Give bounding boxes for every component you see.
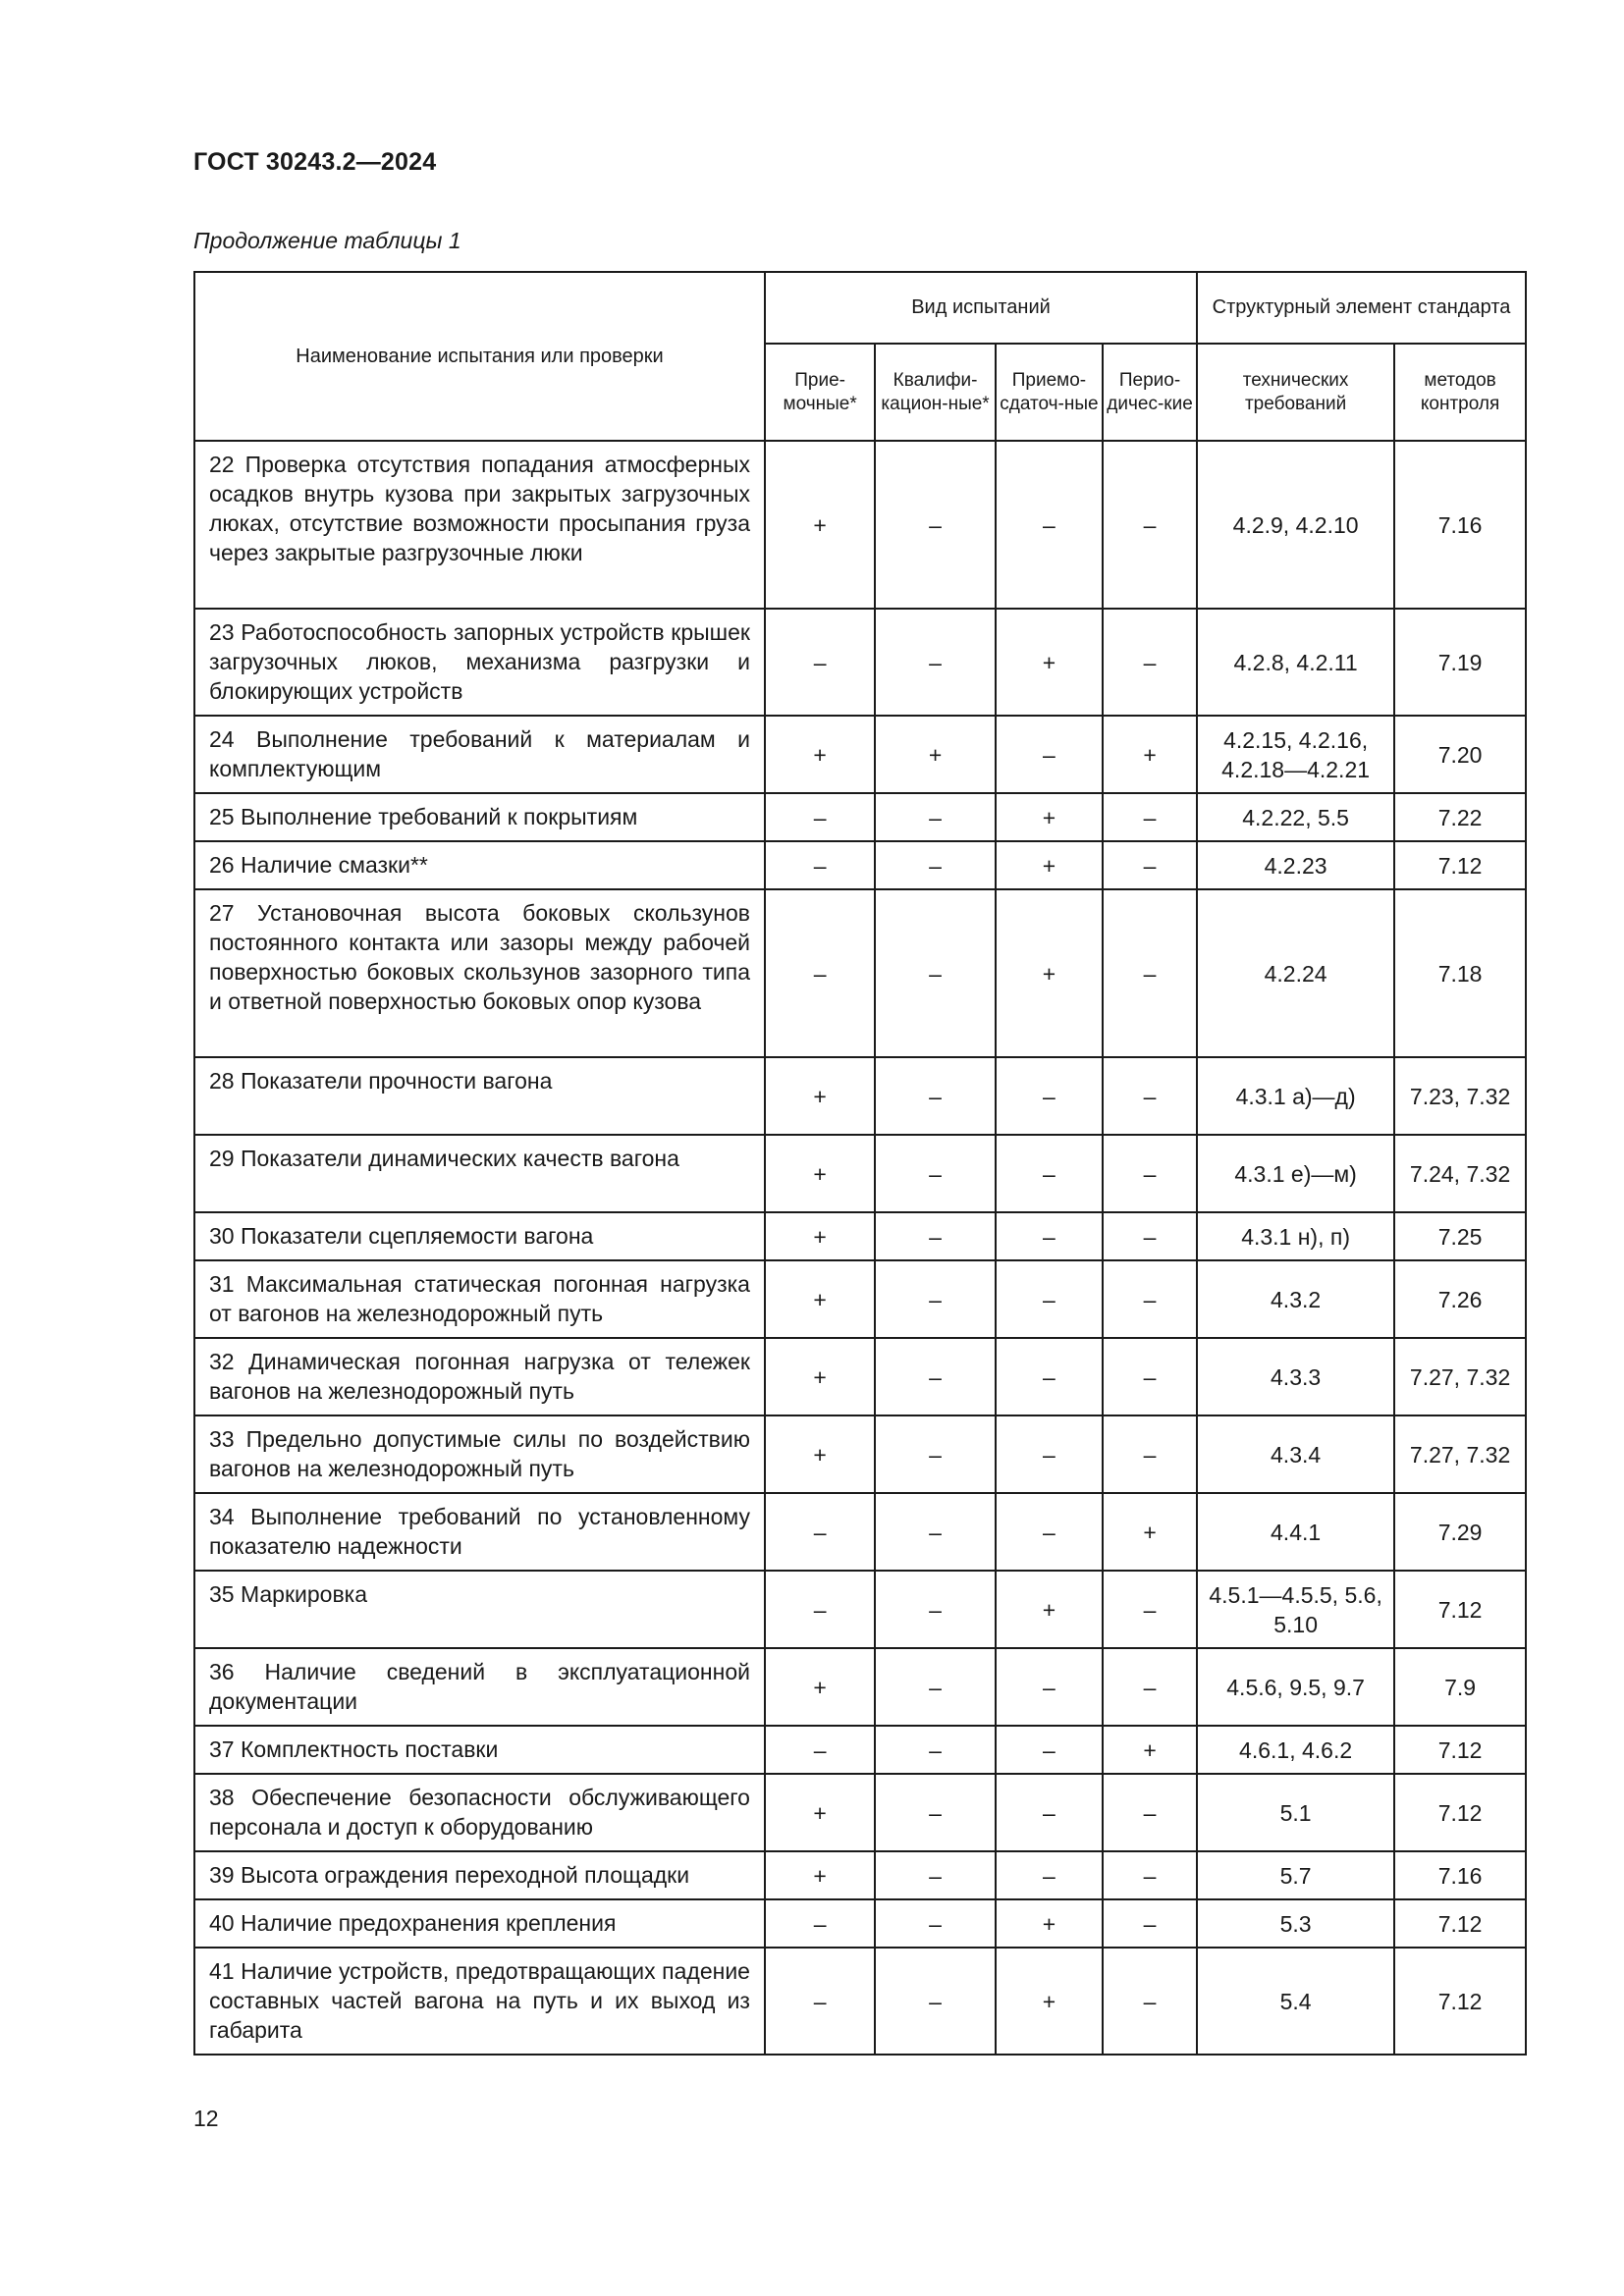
cell-handover: – <box>996 441 1103 609</box>
cell-acceptance: + <box>765 1851 875 1899</box>
cell-periodic: – <box>1103 609 1197 716</box>
cell-control-methods: 7.22 <box>1394 793 1526 841</box>
test-name-text: 24 Выполнение требований к материалам и комплектующим <box>209 726 750 781</box>
cell-qualification: – <box>875 1135 996 1212</box>
test-name-text: 27 Установочная высота боковых скользунов постоянного контакта или зазоры между рабочей поверхностью боковых скользунов зазорного типа и ответной поверхностью боковых опор кузова <box>209 900 750 1014</box>
table-row <box>194 793 1526 841</box>
cell-acceptance: + <box>765 1057 875 1135</box>
cell-control-methods: 7.23, 7.32 <box>1394 1057 1526 1135</box>
page-number: 12 <box>193 2106 219 2131</box>
cell-tech-requirements: 5.3 <box>1197 1899 1394 1948</box>
cell-tech-requirements: 4.2.23 <box>1197 841 1394 889</box>
cell-control-methods: 7.29 <box>1394 1493 1526 1571</box>
test-name-text: 25 Выполнение требований к покрытиям <box>209 804 638 829</box>
test-name-text: 36 Наличие сведений в эксплуатационной документации <box>209 1659 750 1714</box>
test-name-text: 35 Маркировка <box>209 1581 368 1607</box>
cell-qualification: – <box>875 841 996 889</box>
cell-test-name <box>194 1493 765 1571</box>
cell-tech-requirements: 4.3.1 н), п) <box>1197 1212 1394 1260</box>
cell-control-methods: 7.19 <box>1394 609 1526 716</box>
table-row <box>194 1851 1526 1899</box>
cell-tech-requirements: 4.4.1 <box>1197 1493 1394 1571</box>
cell-acceptance: + <box>765 1260 875 1338</box>
cell-periodic: – <box>1103 1648 1197 1726</box>
cell-qualification: – <box>875 1212 996 1260</box>
cell-control-methods: 7.26 <box>1394 1260 1526 1338</box>
cell-tech-requirements: 5.7 <box>1197 1851 1394 1899</box>
cell-periodic: – <box>1103 1057 1197 1135</box>
header-tech-requirements: технических требований <box>1197 344 1394 441</box>
table-row <box>194 1571 1526 1648</box>
cell-test-name <box>194 1415 765 1493</box>
cell-periodic: – <box>1103 1135 1197 1212</box>
cell-periodic: – <box>1103 1415 1197 1493</box>
cell-acceptance: + <box>765 1338 875 1415</box>
table-row <box>194 889 1526 1057</box>
table-continuation-caption: Продолжение таблицы 1 <box>193 228 461 253</box>
table-row <box>194 609 1526 716</box>
cell-test-name <box>194 1260 765 1338</box>
cell-handover: – <box>996 1135 1103 1212</box>
cell-periodic: – <box>1103 1851 1197 1899</box>
header-test-name: Наименование испытания или проверки <box>194 272 765 441</box>
test-name-text: 28 Показатели прочности вагона <box>209 1068 553 1094</box>
cell-periodic: + <box>1103 716 1197 793</box>
test-requirements-table <box>193 271 1527 2056</box>
cell-tech-requirements: 4.5.6, 9.5, 9.7 <box>1197 1648 1394 1726</box>
cell-tech-requirements: 4.2.24 <box>1197 889 1394 1057</box>
cell-handover: + <box>996 1948 1103 2055</box>
cell-tech-requirements: 4.3.2 <box>1197 1260 1394 1338</box>
cell-qualification: – <box>875 1851 996 1899</box>
cell-control-methods: 7.16 <box>1394 1851 1526 1899</box>
cell-tech-requirements: 4.5.1—4.5.5, 5.6, 5.10 <box>1197 1571 1394 1648</box>
cell-control-methods: 7.12 <box>1394 1774 1526 1851</box>
test-name-text: 29 Показатели динамических качеств вагона <box>209 1146 679 1171</box>
cell-handover: – <box>996 1057 1103 1135</box>
cell-test-name <box>194 716 765 793</box>
cell-tech-requirements: 4.2.8, 4.2.11 <box>1197 609 1394 716</box>
cell-qualification: – <box>875 793 996 841</box>
cell-handover: – <box>996 1212 1103 1260</box>
header-acceptance: Прие-мочные* <box>765 344 875 441</box>
cell-qualification: + <box>875 716 996 793</box>
cell-control-methods: 7.12 <box>1394 1726 1526 1774</box>
cell-qualification: – <box>875 889 996 1057</box>
cell-acceptance: + <box>765 1774 875 1851</box>
cell-test-name <box>194 793 765 841</box>
cell-tech-requirements: 4.6.1, 4.6.2 <box>1197 1726 1394 1774</box>
cell-handover: – <box>996 1493 1103 1571</box>
test-name-text: 41 Наличие устройств, предотвращающих падение составных частей вагона на путь и их выход из габарита <box>209 1958 750 2043</box>
cell-handover: – <box>996 1851 1103 1899</box>
table-row <box>194 1493 1526 1571</box>
cell-tech-requirements: 5.1 <box>1197 1774 1394 1851</box>
header-handover: Приемо-сдаточ-ные <box>996 344 1103 441</box>
cell-qualification: – <box>875 1948 996 2055</box>
cell-handover: – <box>996 1338 1103 1415</box>
cell-tech-requirements: 4.2.22, 5.5 <box>1197 793 1394 841</box>
table-row <box>194 1726 1526 1774</box>
cell-acceptance: + <box>765 441 875 609</box>
cell-handover: – <box>996 1726 1103 1774</box>
cell-qualification: – <box>875 1415 996 1493</box>
cell-test-name <box>194 1212 765 1260</box>
cell-control-methods: 7.24, 7.32 <box>1394 1135 1526 1212</box>
cell-acceptance: + <box>765 1415 875 1493</box>
cell-periodic: – <box>1103 1948 1197 2055</box>
cell-acceptance: + <box>765 1135 875 1212</box>
test-name-text: 32 Динамическая погонная нагрузка от тележек вагонов на железнодорожный путь <box>209 1349 750 1404</box>
cell-handover: + <box>996 1571 1103 1648</box>
cell-qualification: – <box>875 1774 996 1851</box>
cell-qualification: – <box>875 1057 996 1135</box>
header-structure-group: Структурный элемент стандарта <box>1197 272 1526 344</box>
cell-periodic: – <box>1103 1571 1197 1648</box>
cell-periodic: – <box>1103 889 1197 1057</box>
table-row <box>194 841 1526 889</box>
cell-control-methods: 7.12 <box>1394 1899 1526 1948</box>
cell-control-methods: 7.12 <box>1394 841 1526 889</box>
cell-test-name <box>194 1948 765 2055</box>
cell-qualification: – <box>875 609 996 716</box>
test-name-text: 37 Комплектность поставки <box>209 1736 499 1762</box>
test-name-text: 39 Высота ограждения переходной площадки <box>209 1862 690 1888</box>
cell-handover: – <box>996 716 1103 793</box>
cell-tech-requirements: 4.3.1 е)—м) <box>1197 1135 1394 1212</box>
cell-control-methods: 7.27, 7.32 <box>1394 1338 1526 1415</box>
cell-acceptance: – <box>765 841 875 889</box>
table-row <box>194 1338 1526 1415</box>
table-row <box>194 1260 1526 1338</box>
cell-acceptance: – <box>765 1948 875 2055</box>
cell-acceptance: – <box>765 1493 875 1571</box>
cell-acceptance: + <box>765 716 875 793</box>
cell-test-name <box>194 1571 765 1648</box>
cell-handover: + <box>996 793 1103 841</box>
cell-qualification: – <box>875 1338 996 1415</box>
test-name-text: 34 Выполнение требований по установленному показателю надежности <box>209 1504 750 1559</box>
cell-acceptance: – <box>765 889 875 1057</box>
cell-handover: + <box>996 609 1103 716</box>
cell-acceptance: + <box>765 1212 875 1260</box>
cell-periodic: – <box>1103 841 1197 889</box>
cell-test-name <box>194 1774 765 1851</box>
cell-control-methods: 7.16 <box>1394 441 1526 609</box>
test-name-text: 22 Проверка отсутствия попадания атмосферных осадков внутрь кузова при закрытых загрузочных люках, отсутствие возможности просыпания груза через закрытые разгрузочные люки <box>209 452 750 565</box>
cell-test-name <box>194 1726 765 1774</box>
cell-test-name <box>194 1135 765 1212</box>
table-row <box>194 1212 1526 1260</box>
cell-acceptance: – <box>765 1571 875 1648</box>
cell-handover: – <box>996 1774 1103 1851</box>
cell-acceptance: – <box>765 793 875 841</box>
table-row <box>194 1415 1526 1493</box>
cell-control-methods: 7.12 <box>1394 1948 1526 2055</box>
test-name-text: 23 Работоспособность запорных устройств крышек загрузочных люков, механизма разгрузки и блокирующих устройств <box>209 619 750 704</box>
cell-periodic: – <box>1103 1338 1197 1415</box>
test-name-text: 30 Показатели сцепляемости вагона <box>209 1223 594 1249</box>
test-name-text: 40 Наличие предохранения крепления <box>209 1910 617 1936</box>
cell-periodic: + <box>1103 1493 1197 1571</box>
cell-control-methods: 7.9 <box>1394 1648 1526 1726</box>
cell-periodic: – <box>1103 1774 1197 1851</box>
test-name-text: 26 Наличие смазки** <box>209 852 428 878</box>
cell-acceptance: + <box>765 1648 875 1726</box>
table-row <box>194 441 1526 609</box>
cell-test-name <box>194 1338 765 1415</box>
cell-qualification: – <box>875 1493 996 1571</box>
cell-control-methods: 7.25 <box>1394 1212 1526 1260</box>
cell-periodic: – <box>1103 1212 1197 1260</box>
cell-periodic: + <box>1103 1726 1197 1774</box>
cell-test-name <box>194 841 765 889</box>
table-row <box>194 1057 1526 1135</box>
table-row <box>194 1948 1526 2055</box>
header-test-type-group: Вид испытаний <box>765 272 1197 344</box>
cell-qualification: – <box>875 1648 996 1726</box>
cell-acceptance: – <box>765 609 875 716</box>
cell-test-name <box>194 1648 765 1726</box>
table-row <box>194 1774 1526 1851</box>
cell-test-name <box>194 441 765 609</box>
table-row <box>194 716 1526 793</box>
cell-acceptance: – <box>765 1899 875 1948</box>
cell-handover: + <box>996 841 1103 889</box>
cell-test-name <box>194 1057 765 1135</box>
cell-test-name <box>194 1899 765 1948</box>
cell-periodic: – <box>1103 1260 1197 1338</box>
cell-handover: – <box>996 1415 1103 1493</box>
cell-tech-requirements: 4.3.4 <box>1197 1415 1394 1493</box>
cell-handover: + <box>996 1899 1103 1948</box>
cell-control-methods: 7.20 <box>1394 716 1526 793</box>
cell-test-name <box>194 1851 765 1899</box>
document-title: ГОСТ 30243.2—2024 <box>193 148 437 176</box>
cell-tech-requirements: 4.3.1 а)—д) <box>1197 1057 1394 1135</box>
cell-acceptance: – <box>765 1726 875 1774</box>
cell-handover: + <box>996 889 1103 1057</box>
table-row <box>194 1135 1526 1212</box>
cell-control-methods: 7.12 <box>1394 1571 1526 1648</box>
cell-tech-requirements: 4.2.15, 4.2.16, 4.2.18—4.2.21 <box>1197 716 1394 793</box>
cell-tech-requirements: 4.2.9, 4.2.10 <box>1197 441 1394 609</box>
cell-qualification: – <box>875 1260 996 1338</box>
test-name-text: 33 Предельно допустимые силы по воздействию вагонов на железнодорожный путь <box>209 1426 750 1481</box>
cell-test-name <box>194 609 765 716</box>
table-row <box>194 1648 1526 1726</box>
cell-control-methods: 7.27, 7.32 <box>1394 1415 1526 1493</box>
cell-tech-requirements: 5.4 <box>1197 1948 1394 2055</box>
header-periodic: Перио-дичес-кие <box>1103 344 1197 441</box>
cell-qualification: – <box>875 1571 996 1648</box>
header-qualification: Квалифи-кацион-ные* <box>875 344 996 441</box>
cell-qualification: – <box>875 441 996 609</box>
cell-handover: – <box>996 1260 1103 1338</box>
header-control-methods: методов контроля <box>1394 344 1526 441</box>
table-row <box>194 1899 1526 1948</box>
cell-periodic: – <box>1103 441 1197 609</box>
cell-qualification: – <box>875 1899 996 1948</box>
cell-tech-requirements: 4.3.3 <box>1197 1338 1394 1415</box>
cell-qualification: – <box>875 1726 996 1774</box>
cell-control-methods: 7.18 <box>1394 889 1526 1057</box>
cell-handover: – <box>996 1648 1103 1726</box>
test-name-text: 31 Максимальная статическая погонная нагрузка от вагонов на железнодорожный путь <box>209 1271 750 1326</box>
cell-periodic: – <box>1103 1899 1197 1948</box>
cell-test-name <box>194 889 765 1057</box>
test-name-text: 38 Обеспечение безопасности обслуживающего персонала и доступ к оборудованию <box>209 1785 750 1840</box>
cell-periodic: – <box>1103 793 1197 841</box>
